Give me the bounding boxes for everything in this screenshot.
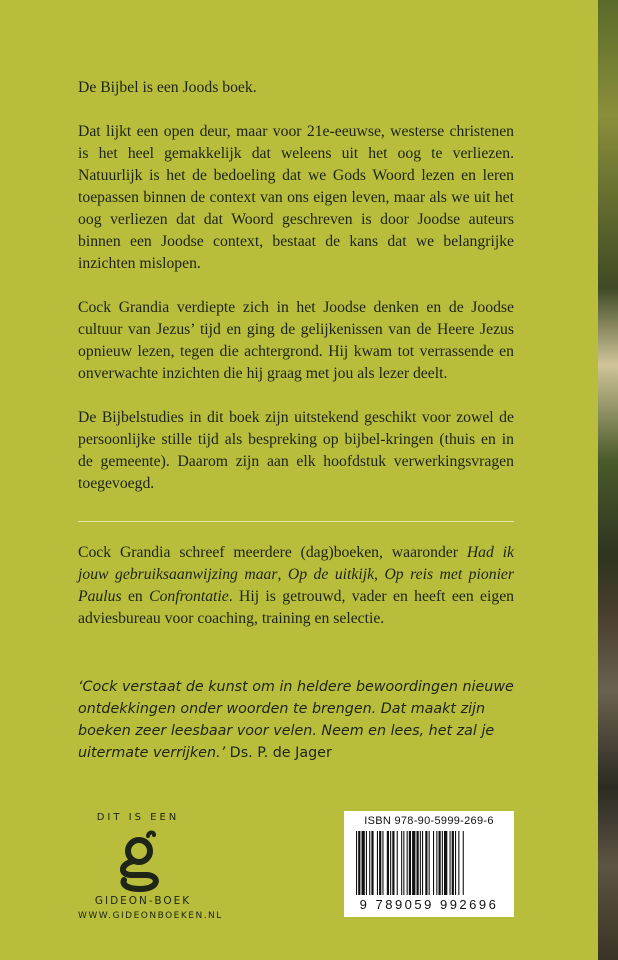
quote-text: ‘Cock verstaat de kunst om in heldere bewoordingen nieuwe ontdekkingen onder woorden te brengen. Dat maakt zijn boeken zeer leesbaar voor velen. Neem en lees, het zal je uitermate verrijken.’	[78, 679, 514, 761]
blurb-text-2: Dat lijkt een open deur, maar voor 21e-eeuwse, westerse christenen is het heel gemakkelijk dat weleens uit het oog te verliezen. Natuurlijk is het de bedoeling dat we Gods Woord lezen en leren toepassen binnen de context van ons eigen leven, maar als we uit het oog verliezen dat dat Woord geschreven is door Joodse auteurs binnen een Joodse context, bestaat de kans dat we belangrijke inzichten mislopen.	[78, 123, 514, 272]
publisher-tagline: DIT IS EEN	[96, 812, 180, 823]
ean-digits: 9 789059 992696	[359, 897, 499, 912]
blurb-text-4: De Bijbelstudies in dit boek zijn uitstekend geschikt voor zowel de persoonlijke stille tijd als bespreking op bijbel-kringen (thuis en in de gemeente). Daarom zijn aan elk hoofdstuk verwerkingsvragen toegevoegd.	[78, 409, 514, 492]
section-divider	[78, 521, 514, 522]
blurb-paragraph-1	[78, 77, 514, 99]
isbn-barcode	[344, 811, 514, 917]
blurb-paragraph-3	[78, 297, 514, 385]
author-bio-text-end: . Hij is getrouwd, vader en heeft een eigen adviesbureau voor coaching, training en selectie.	[78, 588, 514, 627]
blurb-text-1: De Bijbel is een Joods boek.	[78, 79, 257, 96]
isbn-number: ISBN 978-90-5999-269-6	[364, 815, 494, 827]
photo-edge-strip	[598, 0, 618, 960]
blurb-text-3: Cock Grandia verdiepte zich in het Joodse denken en de Joodse cultuur van Jezus’ tijd en ging de gelijkenissen van de Heere Jezus opnieuw lezen, tegen die achtergrond. Hij kwam tot verrassende en onverwachte inzichten die hij graag met jou als lezer deelt.	[78, 299, 514, 382]
author-bio-text: Cock Grandia schreef meerdere (dag)boeken, waaronder	[78, 544, 458, 561]
book-title-1: Had ik jouw gebruiksaanwijzing maar	[78, 544, 515, 583]
endorsement-quote	[78, 676, 514, 764]
barcode-bars	[356, 831, 502, 895]
blurb-paragraph-4	[78, 407, 514, 495]
book-title-4: Confrontatie	[149, 588, 229, 605]
blurb-paragraph-2	[78, 121, 514, 275]
quote-attribution: Ds. P. de Jager	[225, 745, 332, 761]
bio-separator: ,	[374, 566, 385, 583]
g-letter-logo-icon	[110, 830, 170, 892]
publisher-name: GIDEON-BOEK	[94, 895, 192, 907]
book-title-2: Op de uitkijk	[287, 566, 375, 583]
publisher-url: WWW.GIDEONBOEKEN.NL	[78, 911, 223, 921]
bio-separator: ,	[277, 566, 288, 583]
author-bio	[78, 542, 514, 630]
book-title-3: Op reis met pionier Paulus	[78, 566, 514, 605]
bio-separator: en	[121, 588, 150, 605]
